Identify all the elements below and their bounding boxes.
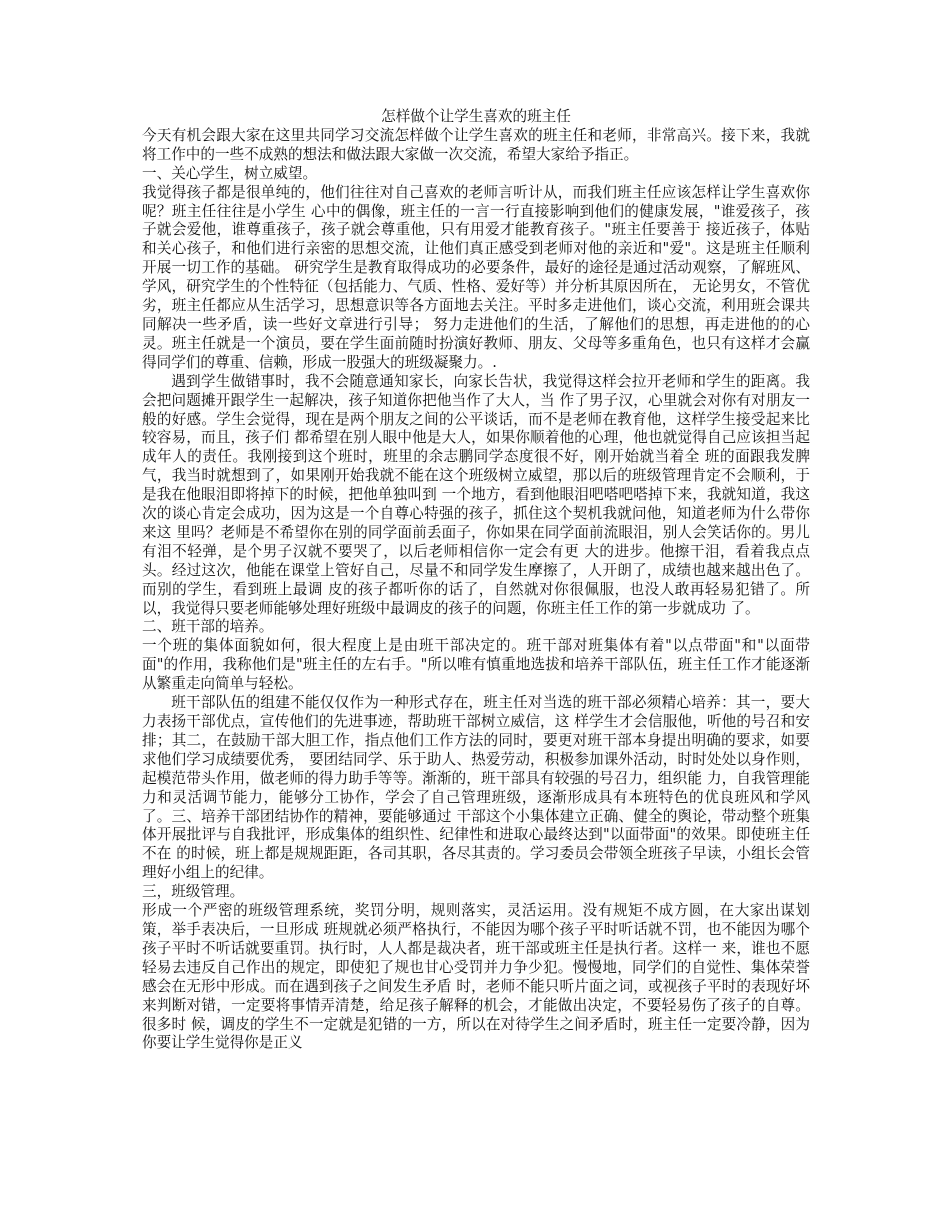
- intro-paragraph: 今天有机会跟大家在这里共同学习交流怎样做个让学生喜欢的班主任和老师，非常高兴。接下来，我就将工作中的一些不成熟的想法和做法跟大家做一次交流，希望大家给予指正。: [142, 126, 810, 163]
- body-paragraph: 我觉得孩子都是很单纯的，他们往往对自己喜欢的老师言听计从，而我们班主任应该怎样让学生喜欢你呢？班主任往往是小学生 心中的偶像，班主任的一言一行直接影响到他们的健康发展，"谁爱孩子，孩子就会爱他，谁尊重孩子，孩子就会尊重他，只有用爱才能教育孩子。"班主任要善于 接近孩子，体贴和关心孩子，和他们进行亲密的思想交流，让他们真正感受到老师对他的亲近和"爱"。这是班主任顺利开展一切工作的基础。 研究学生是教育取得成功的必要条件，最好的途径是通过活动观察，了解班风、学风，研究学生的个性特征（包括能力、气质、性格、爱好等）并分析其原因所在， 无论男女，不管优劣，班主任都应从生活学习，思想意识等各方面地去关注。平时多走进他们，谈心交流，利用班会课共同解决一些矛盾，读一些好文章进行引导； 努力走进他们的生活，了解他们的思想，再走进他的的心灵。班主任就是一个演员，要在学生面前随时扮演好教师、朋友、父母等多重角色，也只有这样才会赢得同学们的尊重、信赖，形成一股强大的班级凝聚力。.: [142, 183, 810, 371]
- body-paragraph: 一个班的集体面貌如何，很大程度上是由班干部决定的。班干部对班集体有着"以点带面"和"以面带面"的作用，我称他们是"班主任的左右手。"所以唯有慎重地选拔和培养干部队伍，班主任工作才能逐渐从繁重走向简单与轻松。: [142, 637, 810, 693]
- document-page: [142, 108, 810, 1053]
- document-title: 怎样做个让学生喜欢的班主任: [381, 108, 571, 125]
- body-paragraph: 形成一个严密的班级管理系统，奖罚分明，规则落实，灵活运用。没有规矩不成方圆，在大家出谋划策，举手表决后，一旦形成 班规就必须严格执行，不能因为哪个孩子平时听话就不罚，也不能因为哪个孩子平时不听话就要重罚。执行时，人人都是裁决者，班干部或班主任是执行者。这样一 来，谁也不愿轻易去违反自己作出的规定，即使犯了规也甘心受罚并力争少犯。慢慢地，同学们的自觉性、集体荣誉感会在无形中形成。而在遇到孩子之间发生矛盾 时，老师不能只听片面之词，或视孩子平时的表现好坏来判断对错，一定要将事情弄清楚，给足孩子解释的机会，才能做出决定，不要轻易伤了孩子的自尊。很多时 候，调皮的学生不一定就是犯错的一方，所以在对待学生之间矛盾时，班主任一定要冷静，因为你要让学生觉得你是正义: [142, 902, 810, 1052]
- section-heading-2: 二、班干部的培养。: [142, 618, 274, 636]
- section-heading-3: 三，班级管理。: [142, 883, 245, 901]
- body-paragraph: 班干部队伍的组建不能仅仅作为一种形式存在，班主任对当选的班干部必须精心培养：其一，要大力表扬干部优点，宣传他们的先进事迹，帮助班干部树立威信，这 样学生才会信服他，听他的号召和安排；其二，在鼓励干部大胆工作，指点他们工作方法的同时，要更对班干部本身提出明确的要求，如要求他们学习成绩要优秀， 要团结同学、乐于助人、热爱劳动，积极参加课外活动，时时处处以身作则，起模范带头作用，做老师的得力助手等等。渐渐的，班干部具有较强的号召力，组织能 力，自我管理能力和灵活调节能力，能够分工协作，学会了自己管理班级，逐渐形成具有本班特色的优良班风和学风了。三、培养干部团结协作的精神，要能够通过 干部这个小集体建立正确、健全的舆论，带动整个班集体开展批评与自我批评，形成集体的组织性、纪律性和进取心最终达到"以面带面"的效果。即使班主任不在 的时候，班上都是规规距距，各司其职，各尽其责的。学习委员会带领全班孩子早读，小组长会管理好小组上的纪律。: [142, 694, 810, 882]
- body-paragraph: 遇到学生做错事时，我不会随意通知家长，向家长告状，我觉得这样会拉开老师和学生的距离。我会把问题摊开跟学生一起解决，孩子知道你把他当作了大人，当 作了男子汉，心里就会对你有对朋友一般的好感。学生会觉得，现在是两个朋友之间的公平谈话，而不是老师在教育他，这样学生接受起来比较容易，而且，孩子们 都希望在别人眼中他是大人，如果你顺着他的心理，他也就觉得自己应该担当起成年人的责任。我刚接到这个班时，班里的余志鹏同学态度很不好，刚开始就当着全 班的面跟我发脾气，我当时就想到了，如果刚开始我就不能在这个班级树立威望，那以后的班级管理肯定不会顺利，于是我在他眼泪即将掉下的时候，把他单独叫到 一个地方，看到他眼泪吧嗒吧嗒掉下来，我就知道，我这次的谈心肯定会成功，因为这是一个自尊心特强的孩子，抓住这个契机我就问他，知道老师为什么带你来这 里吗？老师是不希望你在别的同学面前丢面子，你如果在同学面前流眼泪，别人会笑话你的。男儿有泪不轻弹，是个男子汉就不要哭了，以后老师相信你一定会有更 大的进步。他擦干泪，看着我点点头。经过这次，他能在课堂上管好自己，尽量不和同学发生摩擦了，人开朗了，成绩也越来越出色了。而别的学生，看到班上最调 皮的孩子都听你的话了，自然就对你很佩服，也没人敢再轻易犯错了。所以，我觉得只要老师能够处理好班级中最调皮的孩子的问题，你班主任工作的第一步就成功 了。: [142, 372, 810, 617]
- section-heading-1: 一、关心学生，树立威望。: [142, 164, 318, 182]
